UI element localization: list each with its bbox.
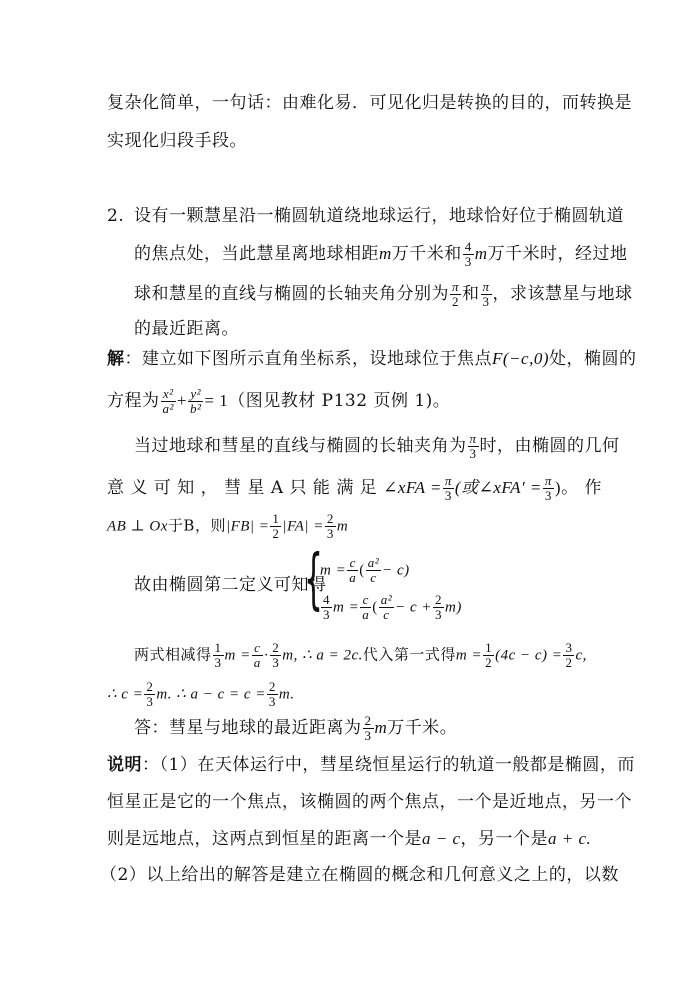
note-line: 则是远地点，这两点到恒星的距离一个是a − c，另一个是a + c. bbox=[107, 829, 592, 849]
solution-line: 当过地球和彗星的直线与椭圆的长轴夹角为 $\frac{\pi}{3}$ 时，由椭圆的几何 bbox=[134, 431, 620, 461]
text-line: 实现化归段手段。 bbox=[107, 131, 247, 151]
question-line: 设有一颗慧星沿一椭圆轨道绕地球运行，地球恰好位于椭圆轨道 bbox=[134, 206, 624, 226]
solution-line: 故由椭圆第二定义可知得 bbox=[134, 575, 327, 595]
note-line: 说明：（1）在天体运行中，彗星绕恒星运行的轨道一般都是椭圆，而 bbox=[107, 755, 635, 775]
answer-line: 答：彗星与地球的最近距离为 $\frac{2}{3}$ m万千米。 bbox=[134, 713, 458, 743]
solution-line: 方程为 $\frac{\text{x²}}{\text{a²}}$ + $\frac{\text{y²}}{\text{b²}}$ = 1（图见教材 P132 页例 1)。 bbox=[107, 386, 451, 416]
question-number: 2. bbox=[107, 206, 125, 226]
question-line: 球和慧星的直线与椭圆的长轴夹角分别为 $\frac{\pi}{2}$ 和 $\frac{\pi}{3}$ ，求该慧星与地球 bbox=[134, 279, 633, 309]
note-line: 恒星正是它的一个焦点，该椭圆的两个焦点，一个是近地点，另一个 bbox=[107, 792, 632, 812]
question-line: 的焦点处，当此慧星离地球相距m万千米和 $\frac{4}{3}$ m万千米时，经过地 bbox=[134, 239, 628, 269]
question-line: 的最近距离。 bbox=[134, 319, 239, 339]
equation-2: $\frac{4}{3}$ m = $\frac{c}{a}$ ( $\frac{\text{a²}}{c}$ − c + $\frac{2}{3}$ m) bbox=[323, 592, 462, 622]
note-line: （2）以上给出的解答是建立在椭圆的概念和几何意义之上的，以数 bbox=[100, 865, 619, 885]
text-line: 复杂化简单，一句话：由难化易．可见化归是转换的目的，而转换是 bbox=[107, 93, 632, 113]
brace-symbol: { bbox=[304, 540, 323, 617]
solution-line: ∴ c = $\frac{2}{3}$ m. ∴ a − c = c = $\frac{2}{3}$ m. bbox=[107, 679, 295, 709]
equation-1: m = $\frac{c}{a}$ ( $\frac{\text{a²}}{c}$ − c) bbox=[320, 555, 410, 585]
solution-line: AB ⊥ Ox于B，则|FB| = $\frac{1}{2}$ |FA| = $\frac{2}{3}$ m bbox=[107, 511, 349, 541]
solution-line: 解：建立如下图所示直角坐标系，设地球位于焦点F(−c,0)处，椭圆的 bbox=[107, 349, 637, 369]
solution-line: 意 义 可 知 ， 彗 星 A 只 能 满 足 ∠xFA = $\frac{\pi}{3}$ (或∠xFA′ = $\frac{\pi}{3}$ )。 作 bbox=[107, 473, 602, 503]
solution-line: 两式相减得 $\frac{1}{3}$ m = $\frac{c}{a}$ · $\frac{2}{3}$ m, ∴ a = 2c.代入第一式得m = $\frac{1}{2}$ (4c − c) = $\frac{3}{2}$ c, bbox=[134, 640, 587, 670]
